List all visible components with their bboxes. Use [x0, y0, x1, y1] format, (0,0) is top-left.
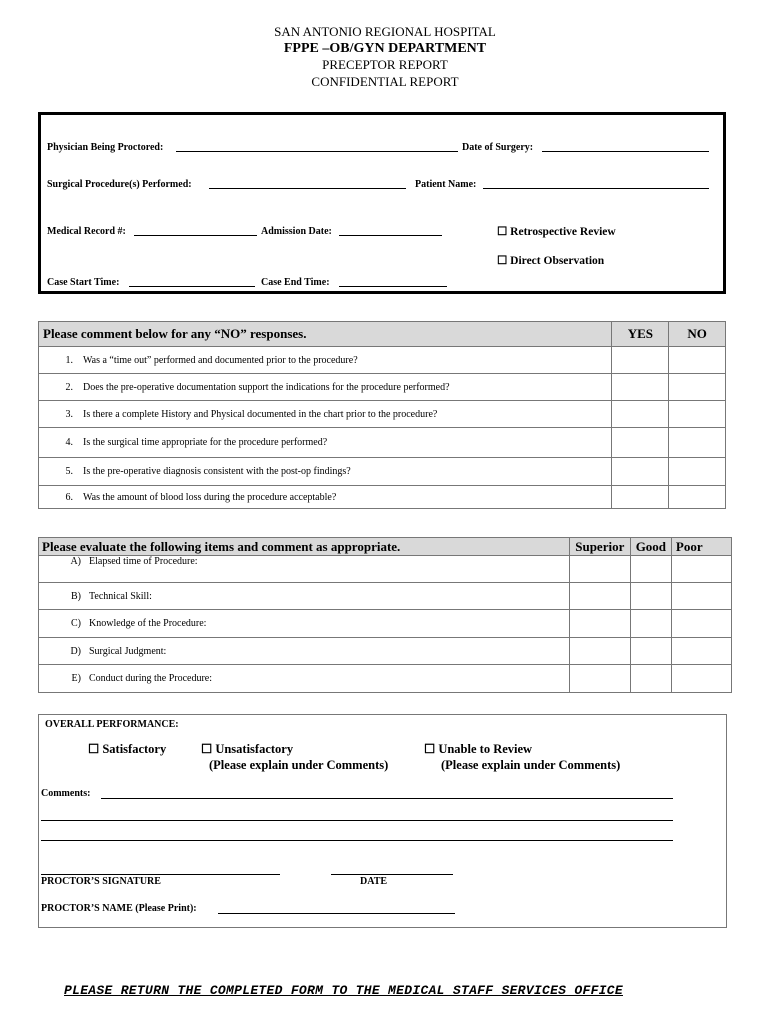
question-number: 1. [65, 354, 73, 366]
question-number: 2. [65, 381, 73, 393]
poor-header: Poor [671, 538, 731, 556]
evaluation-letter: A) [70, 556, 81, 567]
signature-label: PROCTOR’S SIGNATURE [41, 876, 161, 887]
unsatisfactory-note: (Please explain under Comments) [209, 758, 389, 772]
procedures-field[interactable] [209, 188, 406, 189]
evaluation-item: Conduct during the Procedure: [89, 673, 213, 684]
question-text: Was a “time out” performed and documented prior to the procedure? [83, 354, 358, 366]
proctor-name-field[interactable] [218, 913, 455, 914]
evaluation-letter: C) [71, 618, 81, 629]
return-instruction: PLEASE RETURN THE COMPLETED FORM TO THE MEDICAL STAFF SERVICES OFFICE [64, 983, 623, 998]
patient-name-field[interactable] [483, 188, 709, 189]
evaluation-item: Knowledge of the Procedure: [89, 618, 207, 629]
no-cell[interactable] [669, 428, 726, 458]
good-cell[interactable] [630, 638, 671, 665]
case-start-field[interactable] [129, 286, 255, 287]
yes-cell[interactable] [612, 347, 669, 374]
good-cell[interactable] [630, 583, 671, 610]
evaluation-item: Surgical Judgment: [89, 645, 167, 657]
patient-name-label: Patient Name: [415, 179, 477, 190]
no-cell[interactable] [669, 458, 726, 486]
yes-cell[interactable] [612, 428, 669, 458]
hospital-name: SAN ANTONIO REGIONAL HOSPITAL [274, 24, 496, 39]
table-row [39, 347, 726, 374]
yes-cell[interactable] [612, 401, 669, 428]
direct-observation-checkbox[interactable]: ☐ Direct Observation [497, 255, 605, 267]
physician-label: Physician Being Proctored: [47, 142, 164, 153]
poor-cell[interactable] [671, 638, 731, 665]
evaluation-letter: E) [71, 673, 81, 684]
case-end-label: Case End Time: [261, 277, 330, 288]
retrospective-review-checkbox[interactable]: ☐ Retrospective Review [497, 226, 616, 238]
good-header: Good [630, 538, 671, 556]
poor-cell[interactable] [671, 665, 731, 693]
comments-line-3[interactable] [41, 840, 673, 841]
poor-cell[interactable] [671, 583, 731, 610]
comments-line-2[interactable] [41, 820, 673, 821]
table-row [39, 583, 732, 610]
no-header: NO [669, 322, 726, 347]
table-row [39, 665, 732, 693]
yes-cell[interactable] [612, 374, 669, 401]
date-label: DATE [360, 876, 388, 887]
evaluation-letter: D) [70, 645, 81, 657]
procedures-label: Surgical Procedure(s) Performed: [47, 179, 192, 190]
evaluation-item: Elapsed time of Procedure: [89, 556, 198, 567]
table-row [39, 556, 732, 583]
superior-cell[interactable] [569, 610, 630, 638]
unsatisfactory-checkbox[interactable]: ☐ Unsatisfactory [201, 742, 294, 756]
good-cell[interactable] [630, 665, 671, 693]
surgery-date-label: Date of Surgery: [462, 142, 534, 153]
good-cell[interactable] [630, 556, 671, 583]
comments-label: Comments: [41, 788, 91, 799]
surgery-date-field[interactable] [542, 151, 709, 152]
question-text: Is the pre-operative diagnosis consistent with the post-op findings? [83, 466, 351, 477]
report-type: PRECEPTOR REPORT [322, 57, 448, 72]
case-start-label: Case Start Time: [47, 277, 120, 288]
table-row [39, 486, 726, 509]
table-row [39, 374, 726, 401]
table-row [39, 401, 726, 428]
superior-cell[interactable] [569, 583, 630, 610]
date-line[interactable] [331, 874, 453, 875]
evaluation-item: Technical Skill: [89, 590, 152, 602]
question-number: 5. [65, 466, 73, 477]
overall-performance-title: OVERALL PERFORMANCE: [45, 719, 179, 730]
evaluation-letter: B) [71, 590, 81, 602]
yes-cell[interactable] [612, 486, 669, 509]
physician-field[interactable] [176, 151, 458, 152]
medical-record-field[interactable] [134, 235, 257, 236]
yes-cell[interactable] [612, 458, 669, 486]
medical-record-label: Medical Record #: [47, 226, 126, 237]
no-cell[interactable] [669, 347, 726, 374]
question-text: Is there a complete History and Physical documented in the chart prior to the procedure? [83, 408, 438, 420]
question-number: 6. [65, 491, 73, 503]
proctor-name-label: PROCTOR’S NAME (Please Print): [41, 903, 197, 914]
superior-header: Superior [569, 538, 630, 556]
admission-date-field[interactable] [339, 235, 442, 236]
admission-date-label: Admission Date: [261, 226, 332, 237]
questions-header: Please comment below for any “NO” responses. [39, 322, 612, 347]
evaluation-table [38, 537, 732, 693]
confidentiality-label: CONFIDENTIAL REPORT [311, 74, 459, 89]
question-number: 3. [65, 408, 73, 420]
question-number: 4. [65, 437, 73, 448]
table-row [39, 638, 732, 665]
signature-line[interactable] [41, 874, 280, 875]
department-title: FPPE –OB/GYN DEPARTMENT [283, 41, 487, 56]
good-cell[interactable] [630, 610, 671, 638]
superior-cell[interactable] [569, 665, 630, 693]
table-row [39, 458, 726, 486]
question-text: Does the pre-operative documentation support the indications for the procedure performed? [83, 381, 450, 393]
questions-table [38, 321, 726, 509]
question-text: Was the amount of blood loss during the procedure acceptable? [83, 491, 337, 503]
superior-cell[interactable] [569, 556, 630, 583]
satisfactory-checkbox[interactable]: ☐ Satisfactory [88, 742, 167, 756]
physician-info-box [38, 112, 726, 294]
poor-cell[interactable] [671, 556, 731, 583]
comments-line-1[interactable] [101, 798, 673, 799]
no-cell[interactable] [669, 374, 726, 401]
case-end-field[interactable] [339, 286, 447, 287]
evaluation-header: Please evaluate the following items and comment as appropriate. [39, 538, 570, 556]
no-cell[interactable] [669, 401, 726, 428]
question-text: Is the surgical time appropriate for the procedure performed? [83, 437, 328, 448]
unable-to-review-checkbox[interactable]: ☐ Unable to Review [424, 742, 533, 756]
table-row [39, 428, 726, 458]
no-cell[interactable] [669, 486, 726, 509]
unable-note: (Please explain under Comments) [441, 758, 621, 772]
poor-cell[interactable] [671, 610, 731, 638]
table-row [39, 610, 732, 638]
superior-cell[interactable] [569, 638, 630, 665]
yes-header: YES [612, 322, 669, 347]
